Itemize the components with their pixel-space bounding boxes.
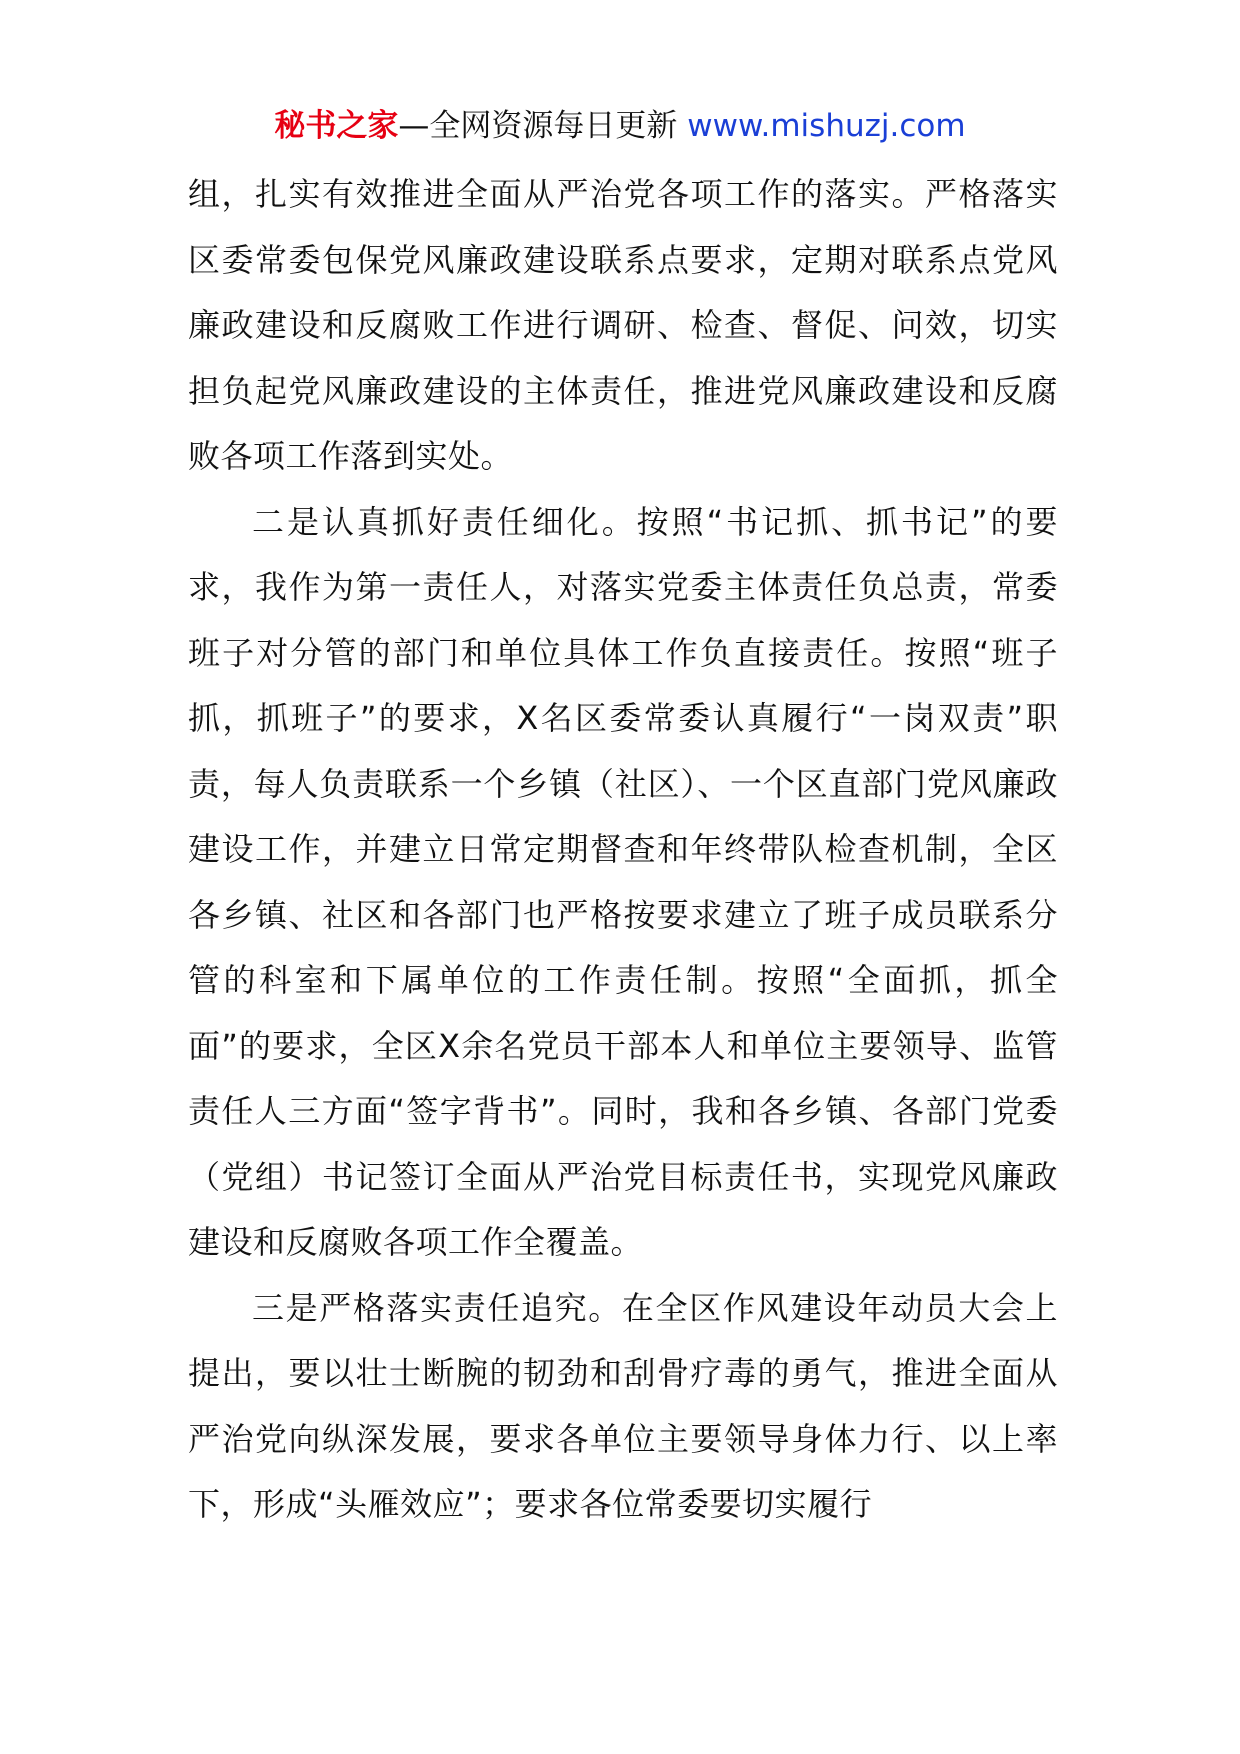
header-slogan: —全网资源每日更新 <box>398 108 688 144</box>
page-header <box>0 104 1240 148</box>
header-url[interactable]: www.mishuzj.com <box>687 108 966 144</box>
document-body <box>188 162 1058 1538</box>
paragraph-responsibility-refinement: 二是认真抓好责任细化。按照“书记抓、抓书记”的要求，我作为第一责任人，对落实党委主体责任负总责，常委班子对分管的部门和单位具体工作负直接责任。按照“班子抓，抓班子”的要求，X名区委常委认真履行“一岗双责”职责，每人负责联系一个乡镇（社区）、一个区直部门党风廉政建设工作，并建立日常定期督查和年终带队检查机制，全区各乡镇、社区和各部门也严格按要求建立了班子成员联系分管的科室和下属单位的工作责任制。按照“全面抓，抓全面”的要求，全区X余名党员干部本人和单位主要领导、监管责任人三方面“签字背书”。同时，我和各乡镇、各部门党委（党组）书记签订全面从严治党目标责任书，实现党风廉政建设和反腐败各项工作全覆盖。 <box>188 502 1058 1261</box>
paragraph-accountability: 三是严格落实责任追究。在全区作风建设年动员大会上提出，要以壮士断腕的韧劲和刮骨疗毒的勇气，推进全面从严治党向纵深发展，要求各单位主要领导身体力行、以上率下，形成“头雁效应”；要求各位常委要切实履行 <box>188 1288 1058 1523</box>
paragraph-continuation: 组，扎实有效推进全面从严治党各项工作的落实。严格落实区委常委包保党风廉政建设联系点要求，定期对联系点党风廉政建设和反腐败工作进行调研、检查、督促、问效，切实担负起党风廉政建设的主体责任，推进党风廉政建设和反腐败各项工作落到实处。 <box>188 175 1058 475</box>
header-brand: 秘书之家 <box>274 108 399 144</box>
